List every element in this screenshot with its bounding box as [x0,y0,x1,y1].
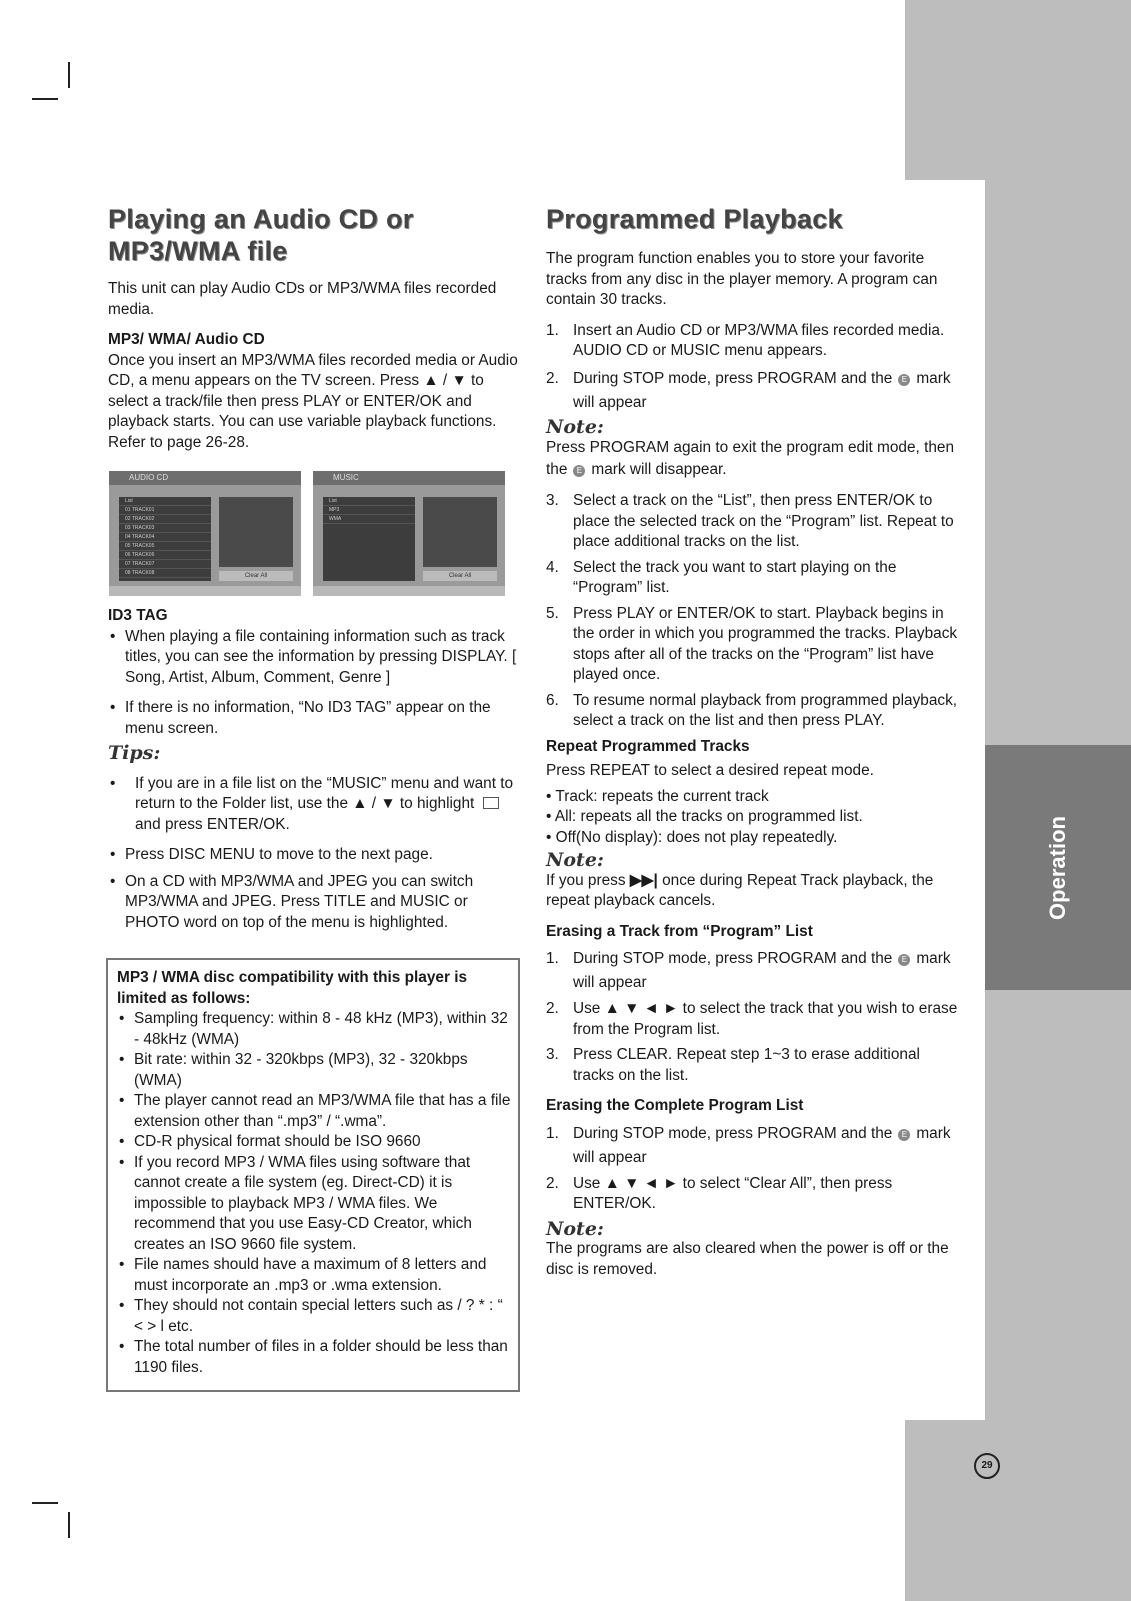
menu-row: MP3 [323,506,415,515]
right-column [546,203,958,1280]
repeat-text: Press REPEAT to select a desired repeat mode. [546,762,874,779]
mp3-text: Once you insert an MP3/WMA files recorded media or Audio CD, a menu appears on the TV screen. Press ▲ / ▼ to select a track/file then press PLAY or ENTER/OK and playback starts. You can use variable playback functions. Refer to page 26-28. [108,351,518,451]
compat-heading: MP3 / WMA disc compatibility with this player is limited as follows: [117,969,468,1007]
audio-cd-menu-image: AUDIO CD List 01 TRACK01 02 TRACK02 03 TRACK03 04 TRACK04 05 TRACK05 06 TRACK06 07 TRACK07 08 TRACK08 Clear All [109,471,301,596]
list-item: • If you are in a file list on the “MUSIC” menu and want to return to the Folder list, use the ▲ / ▼ to highlight and press ENTER/OK. [108,774,523,836]
note-heading: Note: [546,1217,604,1240]
margin-band [905,1420,1131,1601]
list-item: • All: repeats all the tracks on programmed list. [546,808,863,825]
crop-mark [32,98,58,100]
note-text: If you press ▶▶| once during Repeat Track playback, the repeat playback cancels. [546,871,934,909]
program-mark-icon: E [898,954,910,966]
list-item: • Track: repeats the current track [546,787,769,805]
section-tab [985,745,1131,990]
left-column [108,203,523,453]
program-mark-icon: E [898,1129,910,1141]
compat-item: • They should not contain special letters such as / ? * : “ < > l etc. [117,1296,511,1337]
tips-heading: Tips: [108,742,161,764]
menu-row: 07 TRACK07 [119,560,211,569]
intro-text: This unit can play Audio CDs or MP3/WMA files recorded media. [108,280,497,318]
erase-all-heading: Erasing the Complete Program List [546,1097,804,1114]
list-item: 2. Use ▲ ▼ ◄ ► to select the track that you wish to erase from the Program list. [546,1000,958,1038]
note-heading: Note: [546,849,604,871]
menu-row: 06 TRACK06 [119,551,211,560]
compat-item: • If you record MP3 / WMA files using software that cannot create a file system (eg. Direct-CD) it is impossible to playback MP3 / WMA files. We recommend that you use Easy-CD Creator, which creates an ISO 9660 file system. [117,1153,511,1256]
list-item: • Press DISC MENU to move to the next page. [108,845,523,866]
list-item: 6. To resume normal playback from programmed playback, select a track on the list and then press PLAY. [546,691,958,729]
list-item: • When playing a file containing information such as track titles, you can see the information by pressing DISPLAY. [ Song, Artist, Album, Comment, Genre ] [108,627,523,689]
crop-mark [68,1512,70,1538]
note-text: Press PROGRAM again to exit the program edit mode, then the E mark will disappear. [546,439,955,478]
note-heading: Note: [546,415,604,438]
compat-item: • The player cannot read an MP3/WMA file that has a file extension other than “.mp3” / “.wma”. [117,1091,511,1132]
list-item: 3. Select a track on the “List”, then press ENTER/OK to place the selected track on the “Program” list. Repeat to place additional tracks on the list. [546,492,954,550]
left-title: Playing an Audio CD or MP3/WMA file [108,204,414,266]
menu-row: 05 TRACK05 [119,542,211,551]
list-item: • If there is no information, “No ID3 TAG” appear on the menu screen. [108,698,523,739]
list-item: 2. During STOP mode, press PROGRAM and the E mark will appear [546,369,951,411]
compat-item: • The total number of files in a folder should be less than 1190 files. [117,1337,511,1378]
menu-row: 04 TRACK04 [119,533,211,542]
mp3-heading: MP3/ WMA/ Audio CD [108,331,265,348]
list-item: 1. During STOP mode, press PROGRAM and the E mark will appear [546,1124,951,1166]
crop-mark [32,1502,58,1504]
crop-mark [68,62,70,88]
intro-text: The program function enables you to store your favorite tracks from any disc in the player memory. A program can contain 30 tracks. [546,250,938,308]
menu-row: List [119,497,211,506]
list-item: • On a CD with MP3/WMA and JPEG you can switch MP3/WMA and JPEG. Press TITLE and MUSIC or PHOTO word on top of the menu is highlighted. [108,872,523,934]
margin-band [905,0,1131,180]
compat-item: • Sampling frequency: within 8 - 48 kHz (MP3), within 32 - 48kHz (WMA) [117,1009,511,1050]
erase-heading: Erasing a Track from “Program” List [546,922,813,940]
music-menu-image: MUSIC List MP3 WMA Clear All [313,471,505,596]
compat-item: • File names should have a maximum of 8 letters and must incorporate an .mp3 or .wma extension. [117,1255,511,1296]
menu-row: WMA [323,515,415,524]
list-item: 1. Insert an Audio CD or MP3/WMA files recorded media. AUDIO CD or MUSIC menu appears. [546,321,945,359]
list-item: • Off(No display): does not play repeatedly. [546,828,838,846]
id3-heading: ID3 TAG [108,607,168,624]
right-title: Programmed Playback [546,204,843,234]
compatibility-box [106,958,520,1392]
menu-row: 01 TRACK01 [119,506,211,515]
section-tab-label: Operation [1045,815,1070,920]
folder-up-icon [483,797,499,809]
program-mark-icon: E [898,374,910,386]
program-mark-icon: E [573,465,585,477]
compat-item: • Bit rate: within 32 - 320kbps (MP3), 32 - 320kbps (WMA) [117,1050,511,1091]
list-item: 1. During STOP mode, press PROGRAM and the E mark will appear [546,950,951,991]
note-text: The programs are also cleared when the power is off or the disc is removed. [546,1240,949,1278]
left-column-lower [108,606,523,933]
page-number: 29 [974,1453,1000,1479]
menu-row: 03 TRACK03 [119,524,211,533]
list-item: 2. Use ▲ ▼ ◄ ► to select “Clear All”, then press ENTER/OK. [546,1174,893,1212]
list-item: 3. Press CLEAR. Repeat step 1~3 to erase additional tracks on the list. [546,1046,920,1084]
menu-row: List [323,497,415,506]
skip-next-icon: ▶▶| [629,871,658,889]
list-item: 5. Press PLAY or ENTER/OK to start. Playback begins in the order in which you programmed the tracks. Playback stops after all of the tracks on the “Program” list have played once. [546,604,958,683]
list-item: 4. Select the track you want to start playing on the “Program” list. [546,558,897,596]
compat-item: • CD-R physical format should be ISO 9660 [117,1132,511,1153]
menu-row: 08 TRACK08 [119,569,211,578]
repeat-heading: Repeat Programmed Tracks [546,737,750,755]
menu-row: 02 TRACK02 [119,515,211,524]
